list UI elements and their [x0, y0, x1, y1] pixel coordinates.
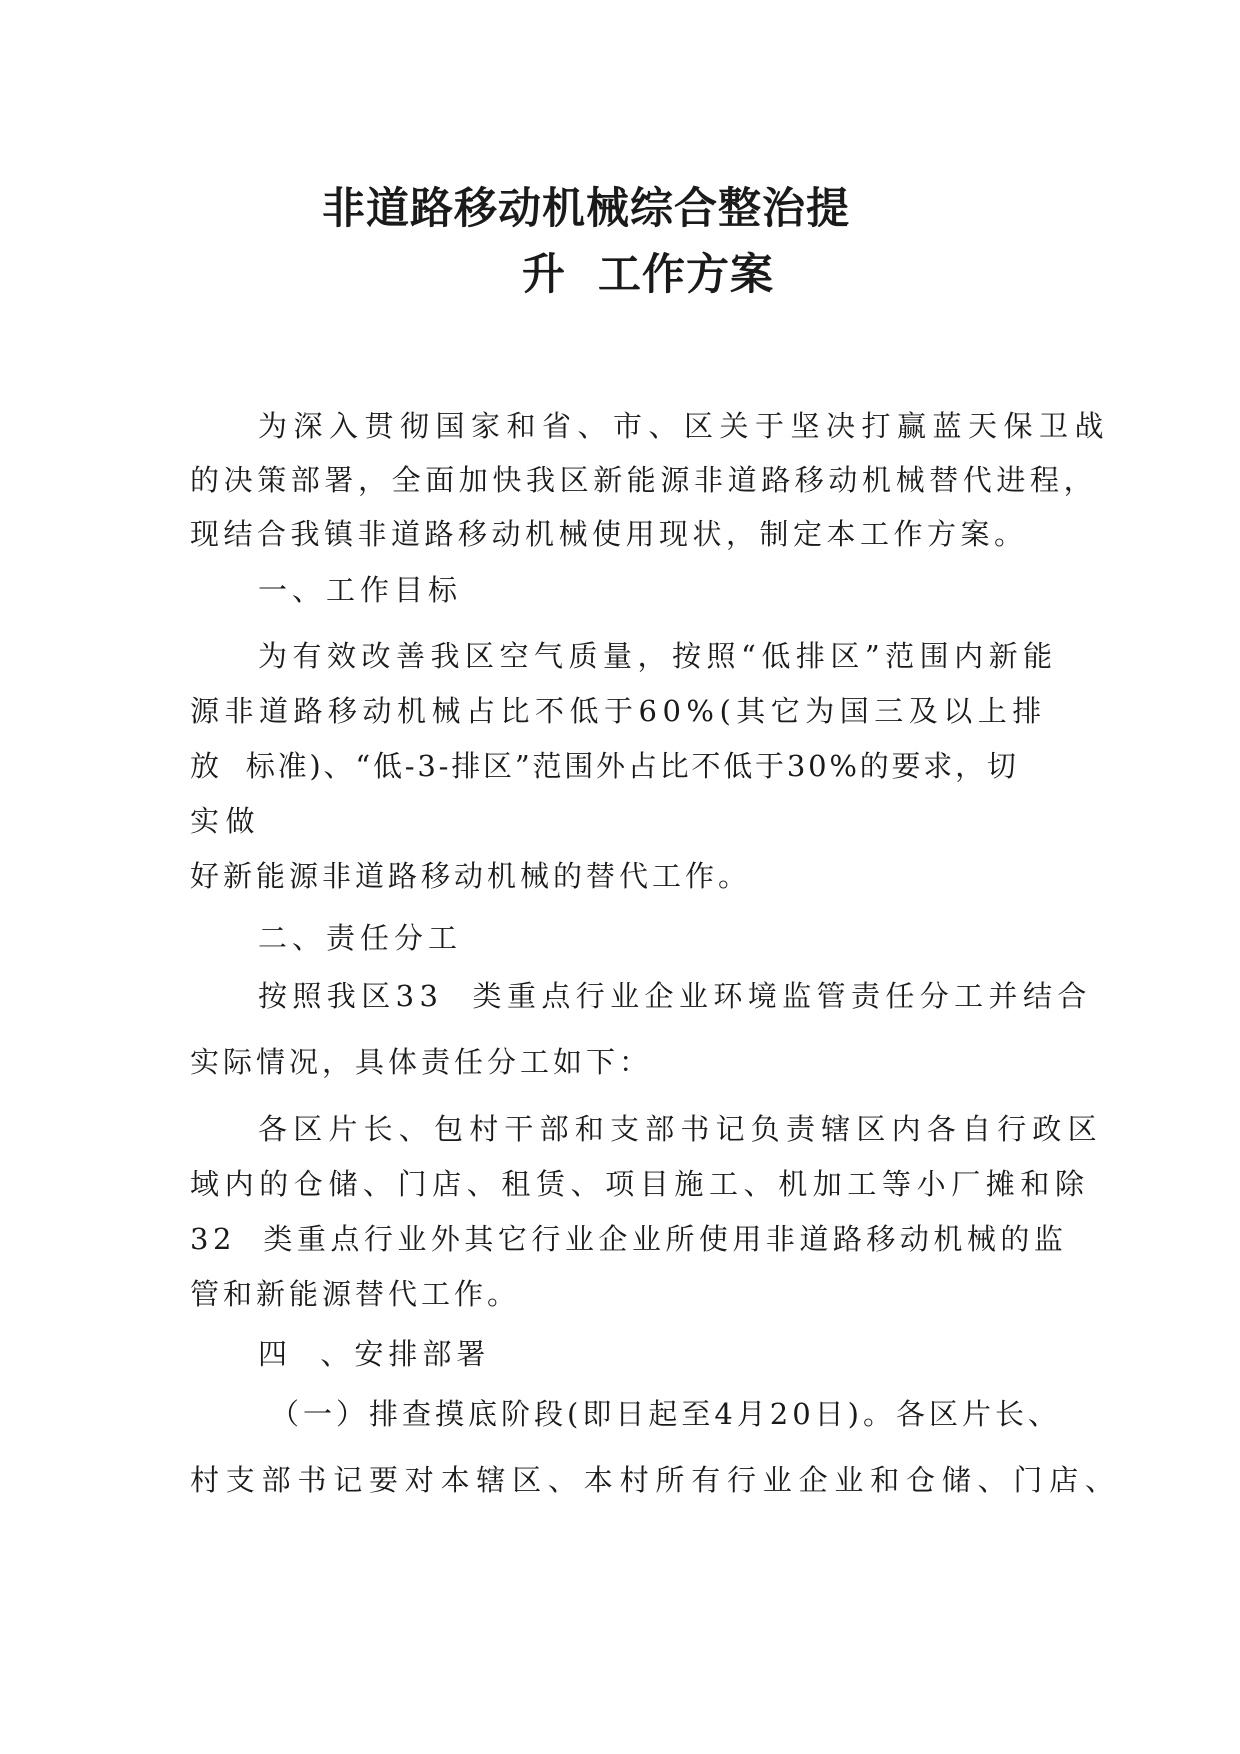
section-heading-goals: 一、工作目标	[258, 573, 463, 607]
paragraph-intro-line-2: 的决策部署，全面加快我区新能源非道路移动机械替代进程，	[190, 463, 1098, 497]
paragraph-intro-line-1: 为深入贯彻国家和省、市、区关于坚决打赢蓝天保卫战	[258, 409, 1111, 443]
paragraph-goals-line-1: 为有效改善我区空气质量，按照“低排区”范围内新能	[258, 639, 1058, 673]
paragraph-responsibility-line-2: 实际情况，具体责任分工如下：	[190, 1045, 653, 1079]
document-title-line-2: 升 工作方案	[522, 250, 774, 300]
paragraph-arrangement-line-1: （一）排查摸底阶段(即日起至4月20日)。各区片长、	[270, 1397, 1061, 1431]
paragraph-duty-line-2: 域内的仓储、门店、租赁、项目施工、机加工等小厂摊和除	[190, 1167, 1090, 1201]
paragraph-duty-line-1: 各区片长、包村干部和支部书记负责辖区内各自行政区	[258, 1112, 1103, 1146]
paragraph-responsibility-line-1: 按照我区33 类重点行业企业环境监管责任分工并结合	[258, 979, 1092, 1013]
section-heading-responsibility: 二、责任分工	[258, 921, 463, 955]
paragraph-intro-line-3: 现结合我镇非道路移动机械使用现状，制定本工作方案。	[190, 517, 1028, 551]
paragraph-goals-line-5: 好新能源非道路移动机械的替代工作。	[190, 859, 752, 893]
paragraph-duty-line-3: 32 类重点行业外其它行业企业所使用非道路移动机械的监	[190, 1222, 1068, 1256]
paragraph-goals-line-2: 源非道路移动机械占比不低于60%(其它为国三及以上排	[190, 694, 1047, 728]
section-heading-arrangement: 四 、安排部署	[258, 1337, 491, 1371]
paragraph-goals-line-4: 实做	[190, 804, 262, 838]
paragraph-duty-line-4: 管和新能源替代工作。	[190, 1277, 521, 1311]
document-title-line-1: 非道路移动机械综合整治提	[322, 184, 850, 234]
paragraph-arrangement-line-2: 村支部书记要对本辖区、本村所有行业企业和仓储、门店、	[190, 1463, 1121, 1497]
paragraph-goals-line-3: 放 标准)、“低-3-排区”范围外占比不低于30%的要求，切	[190, 749, 1019, 783]
